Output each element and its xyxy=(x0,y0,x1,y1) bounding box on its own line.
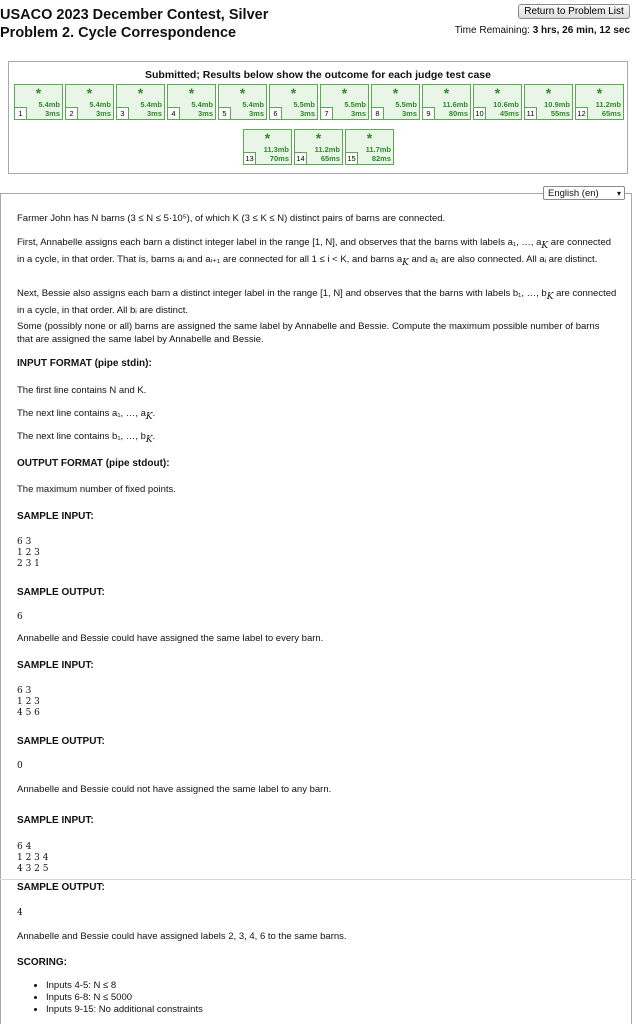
test-case-number: 15 xyxy=(346,152,358,164)
intro-paragraph: Farmer John has N barns (3 ≤ N ≤ 5·10⁵), of which K (3 ≤ K ≤ N) distinct pairs of barns are connected. xyxy=(17,213,446,224)
test-case-memory: 5.4mb xyxy=(191,100,213,109)
test-case-memory: 10.9mb xyxy=(544,100,570,109)
divider xyxy=(0,879,636,880)
test-case-memory: 11.2mb xyxy=(595,100,621,109)
test-case-time: 3ms xyxy=(95,109,111,118)
test-case-9 xyxy=(422,84,471,120)
sample-input-2: 6 3 1 2 3 4 5 6 xyxy=(17,686,40,718)
pass-star-icon: * xyxy=(290,85,297,101)
chevron-down-icon: ▾ xyxy=(616,189,621,198)
pass-star-icon: * xyxy=(264,130,271,146)
test-case-memory: 5.4mb xyxy=(89,100,111,109)
test-case-time: 3ms xyxy=(299,109,315,118)
pass-star-icon: * xyxy=(86,85,93,101)
pass-star-icon: * xyxy=(315,130,322,146)
test-case-10 xyxy=(473,84,522,120)
test-case-time: 3ms xyxy=(146,109,162,118)
language-value: English (en) xyxy=(548,188,599,199)
test-case-memory: 10.6mb xyxy=(493,100,519,109)
problem-statement xyxy=(0,193,632,1024)
sample-output-2: 0 xyxy=(17,761,23,771)
test-case-number: 11 xyxy=(525,107,537,119)
sample-output-1: 6 xyxy=(17,612,23,622)
time-value: 3 hrs, 26 min, 12 sec xyxy=(532,25,630,36)
sample-explanation-1: Annabelle and Bessie could have assigned the same label to every barn. xyxy=(17,633,324,644)
test-case-number: 9 xyxy=(423,107,435,119)
test-case-4 xyxy=(167,84,216,120)
scoring-item: • Inputs 4-5: N ≤ 8 xyxy=(46,980,203,992)
scoring-list xyxy=(26,980,203,1016)
test-case-number: 8 xyxy=(372,107,384,119)
page-title xyxy=(0,6,268,42)
test-case-number: 14 xyxy=(295,152,307,164)
test-case-memory: 5.5mb xyxy=(293,100,315,109)
time-remaining xyxy=(455,25,630,36)
input-line-2: The next line contains a₁, …, $a_K$. xyxy=(17,408,156,422)
test-case-time: 82ms xyxy=(371,154,391,163)
test-case-time: 45ms xyxy=(499,109,519,118)
input-line-1: The first line contains N and K. xyxy=(17,385,147,396)
pass-star-icon: * xyxy=(137,85,144,101)
test-case-number: 10 xyxy=(474,107,486,119)
sample-input-heading-3: SAMPLE INPUT: xyxy=(17,815,94,826)
scoring-item: • Inputs 9-15: No additional constraints xyxy=(46,1004,203,1016)
test-case-11 xyxy=(524,84,573,120)
title-line-1: USACO 2023 December Contest, Silver xyxy=(0,7,269,23)
sample-output-heading-2: SAMPLE OUTPUT: xyxy=(17,736,105,747)
test-case-15 xyxy=(345,129,394,165)
test-case-8 xyxy=(371,84,420,120)
test-case-time: 3ms xyxy=(44,109,60,118)
test-case-number: 6 xyxy=(270,107,282,119)
test-case-memory: 5.4mb xyxy=(38,100,60,109)
test-case-memory: 5.4mb xyxy=(140,100,162,109)
time-label: Time Remaining: xyxy=(454,25,530,36)
title-line-2: Problem 2. Cycle Correspondence xyxy=(0,25,237,41)
output-format-heading: OUTPUT FORMAT (pipe stdout): xyxy=(17,458,170,469)
pass-star-icon: * xyxy=(341,85,348,101)
test-case-1 xyxy=(14,84,63,120)
test-case-6 xyxy=(269,84,318,120)
results-heading: Submitted; Results below show the outcome for each judge test case xyxy=(145,69,491,81)
test-case-memory: 5.5mb xyxy=(344,100,366,109)
test-case-7 xyxy=(320,84,369,120)
test-case-time: 3ms xyxy=(401,109,417,118)
test-case-memory: 11.7mb xyxy=(365,145,391,154)
test-case-time: 70ms xyxy=(269,154,289,163)
test-case-memory: 11.3mb xyxy=(263,145,289,154)
pass-star-icon: * xyxy=(494,85,501,101)
scoring-item: • Inputs 6-8: N ≤ 5000 xyxy=(46,992,203,1004)
sample-input-1: 6 3 1 2 3 2 3 1 xyxy=(17,537,40,569)
test-case-number: 2 xyxy=(66,107,78,119)
sample-output-heading-3: SAMPLE OUTPUT: xyxy=(17,882,105,893)
test-case-number: 5 xyxy=(219,107,231,119)
pass-star-icon: * xyxy=(366,130,373,146)
sample-explanation-3: Annabelle and Bessie could have assigned labels 2, 3, 4, 6 to the same barns. xyxy=(17,931,347,942)
sample-output-heading-1: SAMPLE OUTPUT: xyxy=(17,587,105,598)
input-format-heading: INPUT FORMAT (pipe stdin): xyxy=(17,358,152,369)
test-case-number: 7 xyxy=(321,107,333,119)
pass-star-icon: * xyxy=(596,85,603,101)
test-case-number: 1 xyxy=(15,107,27,119)
test-case-5 xyxy=(218,84,267,120)
pass-star-icon: * xyxy=(188,85,195,101)
scoring-heading: SCORING: xyxy=(17,957,67,968)
test-case-time: 80ms xyxy=(448,109,468,118)
test-case-number: 12 xyxy=(576,107,588,119)
pass-star-icon: * xyxy=(35,85,42,101)
test-case-number: 13 xyxy=(244,152,256,164)
paragraph-annabelle: First, Annabelle assigns each barn a distinct integer label in the range [1, N], and observes that the barns with labels a₁, …, $a_K$ are connected in a cycle, in that order. That is, barns aᵢ and aᵢ₊₁ are connected for all 1 ≤ i < K, and barns $a_K$ and a₁ are also connected. All aᵢ are distinct. xyxy=(17,237,612,268)
sample-explanation-2: Annabelle and Bessie could not have assigned the same label to any barn. xyxy=(17,784,332,795)
pass-star-icon: * xyxy=(392,85,399,101)
test-case-12 xyxy=(575,84,624,120)
sample-input-heading-2: SAMPLE INPUT: xyxy=(17,660,94,671)
pass-star-icon: * xyxy=(239,85,246,101)
test-case-time: 65ms xyxy=(320,154,340,163)
test-case-14 xyxy=(294,129,343,165)
output-line: The maximum number of fixed points. xyxy=(17,484,176,495)
pass-star-icon: * xyxy=(443,85,450,101)
paragraph-question: Some (possibly none or all) barns are assigned the same label by Annabelle and Bessie. Compute the maximum possible number of barns that are assigned the same label by Annabelle and Bessie. xyxy=(17,321,600,345)
test-case-13 xyxy=(243,129,292,165)
test-case-time: 3ms xyxy=(197,109,213,118)
test-case-time: 3ms xyxy=(248,109,264,118)
results-panel xyxy=(8,61,628,174)
sample-input-heading-1: SAMPLE INPUT: xyxy=(17,511,94,522)
test-case-memory: 11.6mb xyxy=(442,100,468,109)
sample-input-3: 6 4 1 2 3 4 4 3 2 5 xyxy=(17,842,49,874)
test-case-3 xyxy=(116,84,165,120)
test-case-time: 65ms xyxy=(601,109,621,118)
pass-star-icon: * xyxy=(545,85,552,101)
paragraph-bessie: Next, Bessie also assigns each barn a distinct integer label in the range [1, N] and observes that the barns with labels b₁, …, $b_K$ are connected in a cycle, in that order. All bᵢ are distinct. xyxy=(17,288,617,316)
test-case-number: 3 xyxy=(117,107,129,119)
test-case-time: 3ms xyxy=(350,109,366,118)
return-to-problem-list-button[interactable]: Return to Problem List xyxy=(518,4,630,19)
test-case-2 xyxy=(65,84,114,120)
sample-output-3: 4 xyxy=(17,908,23,918)
test-case-memory: 11.2mb xyxy=(314,145,340,154)
test-case-memory: 5.4mb xyxy=(242,100,264,109)
test-case-time: 55ms xyxy=(550,109,570,118)
test-case-number: 4 xyxy=(168,107,180,119)
test-case-memory: 5.5mb xyxy=(395,100,417,109)
language-select[interactable] xyxy=(543,186,625,200)
input-line-3: The next line contains b₁, …, $b_K$. xyxy=(17,431,156,445)
